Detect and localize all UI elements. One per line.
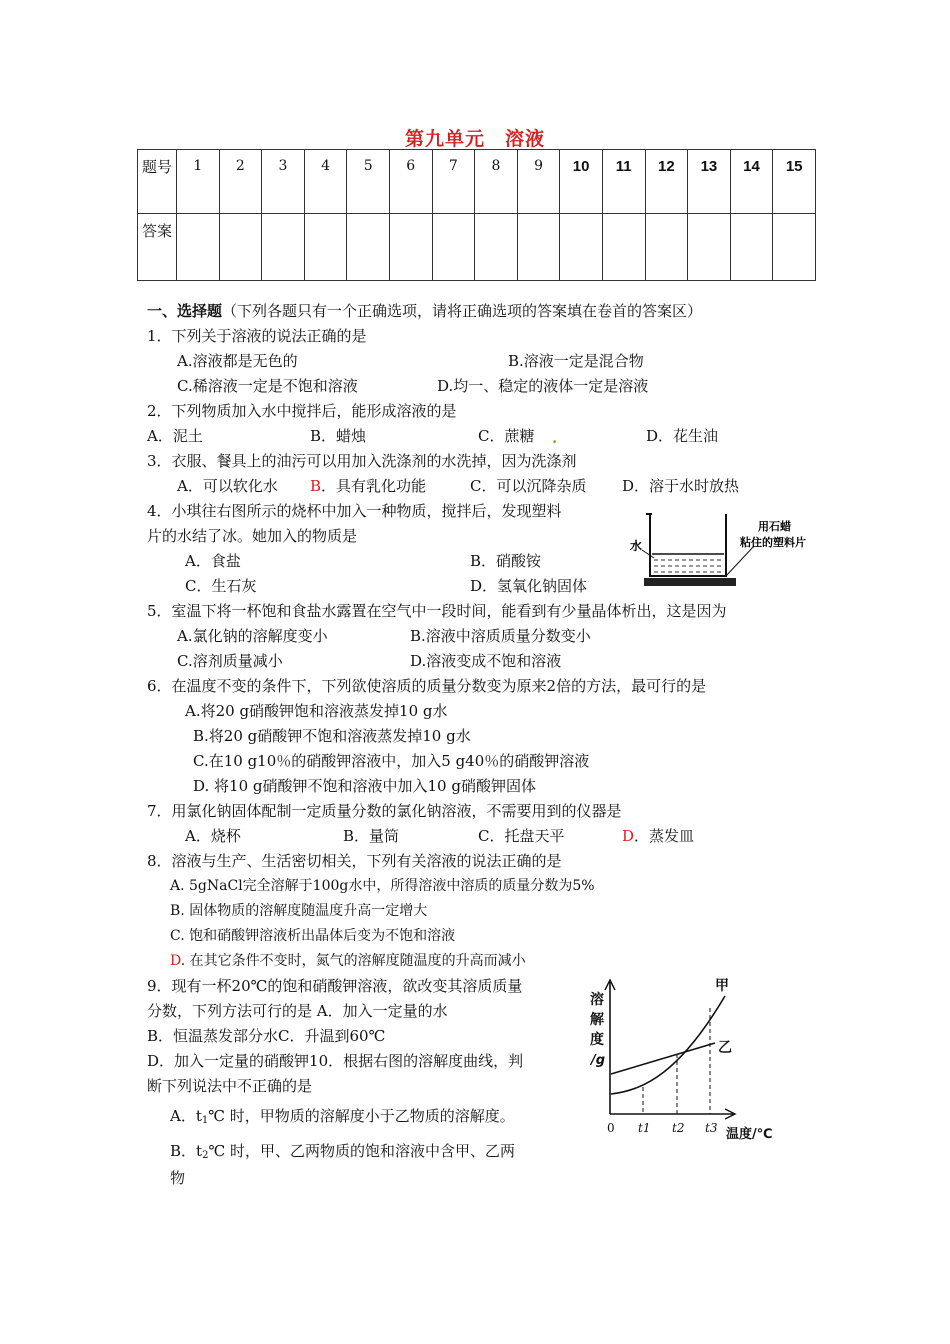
section-header	[147, 301, 702, 321]
q6-option-c: C.在10 g10％的硝酸钾溶液中，加入5 g40％的硝酸钾溶液	[193, 752, 590, 770]
answer-cell[interactable]	[432, 214, 475, 281]
question-number-cell: 7	[432, 150, 475, 214]
answer-cell[interactable]	[688, 214, 731, 281]
q7-option-d-text: ．蒸发皿	[634, 827, 695, 845]
row-header-answer: 答案	[138, 214, 177, 281]
section-instruction: （下列各题只有一个正确选项，请将正确选项的答案填在卷首的答案区）	[222, 302, 703, 320]
q4-option-b: B．硝酸铵	[470, 552, 542, 570]
q3-stem: 3．衣服、餐具上的油污可以用加入洗涤剂的水洗掉，因为洗涤剂	[147, 452, 577, 470]
answer-cell[interactable]	[645, 214, 688, 281]
question-number-cell: 2	[219, 150, 262, 214]
q8-stem: 8．溶液与生产、生活密切相关，下列有关溶液的说法正确的是	[147, 852, 562, 870]
q1-option-c: C.稀溶液一定是不饱和溶液	[177, 377, 358, 395]
answer-cell[interactable]	[347, 214, 390, 281]
q3-option-c: C．可以沉降杂质	[470, 477, 587, 495]
q3-option-b-text: ．具有乳化功能	[321, 477, 427, 495]
answer-cell[interactable]	[730, 214, 773, 281]
answer-cell[interactable]	[560, 214, 603, 281]
question-number-cell: 8	[475, 150, 518, 214]
q1-stem: 1．下列关于溶液的说法正确的是	[147, 327, 367, 345]
answer-cell[interactable]	[304, 214, 347, 281]
answer-table-number-row	[138, 150, 816, 214]
question-number-cell: 9	[517, 150, 560, 214]
q9-line1: 9．现有一杯20℃的饱和硝酸钾溶液，欲改变其溶质质量	[147, 977, 523, 995]
answer-cell[interactable]	[389, 214, 432, 281]
q9-line4: D．加入一定量的硝酸钾10．根据右图的溶解度曲线，判	[147, 1052, 524, 1070]
q2-option-d: D．花生油	[646, 427, 719, 445]
q3-option-b-letter: B	[310, 477, 322, 495]
question-number-cell: 6	[389, 150, 432, 214]
question-number-cell: 1	[177, 150, 220, 214]
q1-option-d: D.均一、稳定的液体一定是溶液	[437, 377, 649, 395]
q6-option-b: B.将20 g硝酸钾不饱和溶液蒸发掉10 g水	[193, 727, 471, 745]
q7-option-c: C．托盘天平	[478, 827, 565, 845]
q8-option-d-letter: D	[170, 953, 181, 969]
tick-t2: t2	[672, 1121, 685, 1135]
q4-option-d: D．氢氧化钠固体	[470, 577, 588, 595]
q1-option-a: A.溶液都是无色的	[177, 352, 298, 370]
answer-cell[interactable]	[475, 214, 518, 281]
q10-b-prefix: B．t	[170, 1142, 203, 1160]
q4-stem-line1: 4．小琪往右图所示的烧杯中加入一种物质，搅拌后，发现塑料	[147, 502, 562, 520]
q5-option-a: A.氯化钠的溶解度变小	[177, 627, 328, 645]
answer-cell[interactable]	[602, 214, 645, 281]
question-number-cell: 4	[304, 150, 347, 214]
wax-label-line1: 用石蜡	[758, 520, 791, 533]
q5-option-b: B.溶液中溶质质量分数变小	[410, 627, 591, 645]
q9-line2: 分数，下列方法可行的是 A．加入一定量的水	[147, 1002, 448, 1020]
q5-option-d: D.溶液变成不饱和溶液	[410, 652, 562, 670]
beaker-figure	[628, 506, 806, 594]
q3-option-b	[310, 476, 426, 496]
question-number-cell: 11	[602, 150, 645, 214]
answer-table	[137, 149, 816, 281]
tick-t1: t1	[638, 1121, 651, 1135]
origin-label: 0	[607, 1121, 615, 1135]
tick-t3: t3	[705, 1121, 718, 1135]
q7-option-b: B．量筒	[343, 827, 400, 845]
q10-option-b-continued: 物	[170, 1169, 186, 1187]
curve-label-yi: 乙	[718, 1040, 732, 1056]
ylabel-char-3: 度	[590, 1032, 604, 1048]
water-label: 水	[630, 539, 643, 553]
q2-option-a: A．泥土	[147, 427, 203, 445]
q9-line3: B．恒温蒸发部分水C．升温到60℃	[147, 1027, 386, 1045]
plastic-plate	[644, 578, 736, 586]
q9-line5: 断下列说法中不正确的是	[147, 1077, 313, 1095]
curve-label-jia: 甲	[715, 978, 729, 994]
q5-option-c: C.溶剂质量减小	[177, 652, 283, 670]
q10-b-subscript: 2	[202, 1150, 209, 1161]
q7-stem: 7．用氯化钠固体配制一定质量分数的氯化钠溶液，不需要用到的仪器是	[147, 802, 622, 820]
q8-option-d-text: . 在其它条件不变时，氮气的溶解度随温度的升高而减小	[180, 953, 526, 969]
page-title: 第九单元 溶液	[404, 128, 545, 150]
row-header-question-number: 题号	[138, 150, 177, 214]
q2-stem: 2．下列物质加入水中搅拌后，能形成溶液的是	[147, 402, 457, 420]
q8-option-c: C. 饱和硝酸钾溶液析出晶体后变为不饱和溶液	[170, 928, 456, 944]
answer-cell[interactable]	[262, 214, 305, 281]
question-number-cell: 3	[262, 150, 305, 214]
ylabel-unit: /g	[591, 1053, 606, 1068]
q6-option-d: D. 将10 g硝酸钾不饱和溶液中加入10 g硝酸钾固体	[193, 777, 536, 795]
q8-option-b: B. 固体物质的溶解度随温度升高一定增大	[170, 903, 428, 919]
q10-a-prefix: A．t	[170, 1107, 202, 1125]
solubility-chart	[585, 974, 785, 1150]
q7-option-a: A．烧杯	[185, 827, 241, 845]
q10-b-text: ℃ 时，甲、乙两物质的饱和溶液中含甲、乙两	[208, 1142, 515, 1160]
question-number-cell: 13	[688, 150, 731, 214]
beaker-outline	[650, 514, 726, 576]
q10-a-subscript: 1	[201, 1115, 209, 1126]
ylabel-char-2: 解	[590, 1012, 604, 1028]
q8-option-a: A. 5gNaCl完全溶解于100g水中，所得溶液中溶质的质量分数为5%	[170, 878, 595, 894]
q4-stem-line2: 片的水结了冰。她加入的物质是	[147, 527, 358, 545]
question-number-cell: 5	[347, 150, 390, 214]
q2-option-c: C．蔗糖	[478, 427, 535, 445]
q5-stem: 5．室温下将一杯饱和食盐水露置在空气中一段时间，能看到有少量晶体析出，这是因为	[147, 602, 727, 620]
q6-stem: 6．在温度不变的条件下，下列欲使溶质的质量分数变为原来2倍的方法，最可行的是	[147, 677, 707, 695]
ylabel-char-1: 溶	[590, 992, 604, 1008]
answer-cell[interactable]	[773, 214, 816, 281]
x-axis-label: 温度/℃	[726, 1127, 773, 1142]
q3-option-d: D．溶于水时放热	[622, 477, 740, 495]
section-label: 一、选择题	[147, 302, 223, 320]
question-number-cell: 14	[730, 150, 773, 214]
q4-option-c: C．生石灰	[185, 577, 257, 595]
answer-cell[interactable]	[517, 214, 560, 281]
q1-option-b: B.溶液一定是混合物	[508, 352, 644, 370]
question-number-cell: 10	[560, 150, 603, 214]
curve-yi	[611, 1043, 715, 1074]
question-number-cell: 15	[773, 150, 816, 214]
q2-option-b: B．蜡烛	[310, 427, 367, 445]
wax-label-line2: 粘住的塑料片	[740, 536, 806, 549]
q10-option-a	[170, 1106, 515, 1131]
answer-table-answer-row	[138, 214, 816, 281]
question-number-cell: 12	[645, 150, 688, 214]
q10-a-text: ℃ 时，甲物质的溶解度小于乙物质的溶解度。	[208, 1107, 515, 1125]
answer-cell[interactable]	[219, 214, 262, 281]
q7-option-d	[622, 826, 694, 846]
q8-option-d	[170, 951, 526, 971]
q3-option-a: A．可以软化水	[177, 477, 278, 495]
q10-option-b	[170, 1141, 515, 1166]
answer-cell[interactable]	[177, 214, 220, 281]
q7-option-d-letter: D	[622, 827, 635, 845]
q6-option-a: A.将20 g硝酸钾饱和溶液蒸发掉10 g水	[185, 702, 448, 720]
q4-option-a: A．食盐	[185, 552, 241, 570]
stray-dot-mark: .	[552, 429, 558, 447]
